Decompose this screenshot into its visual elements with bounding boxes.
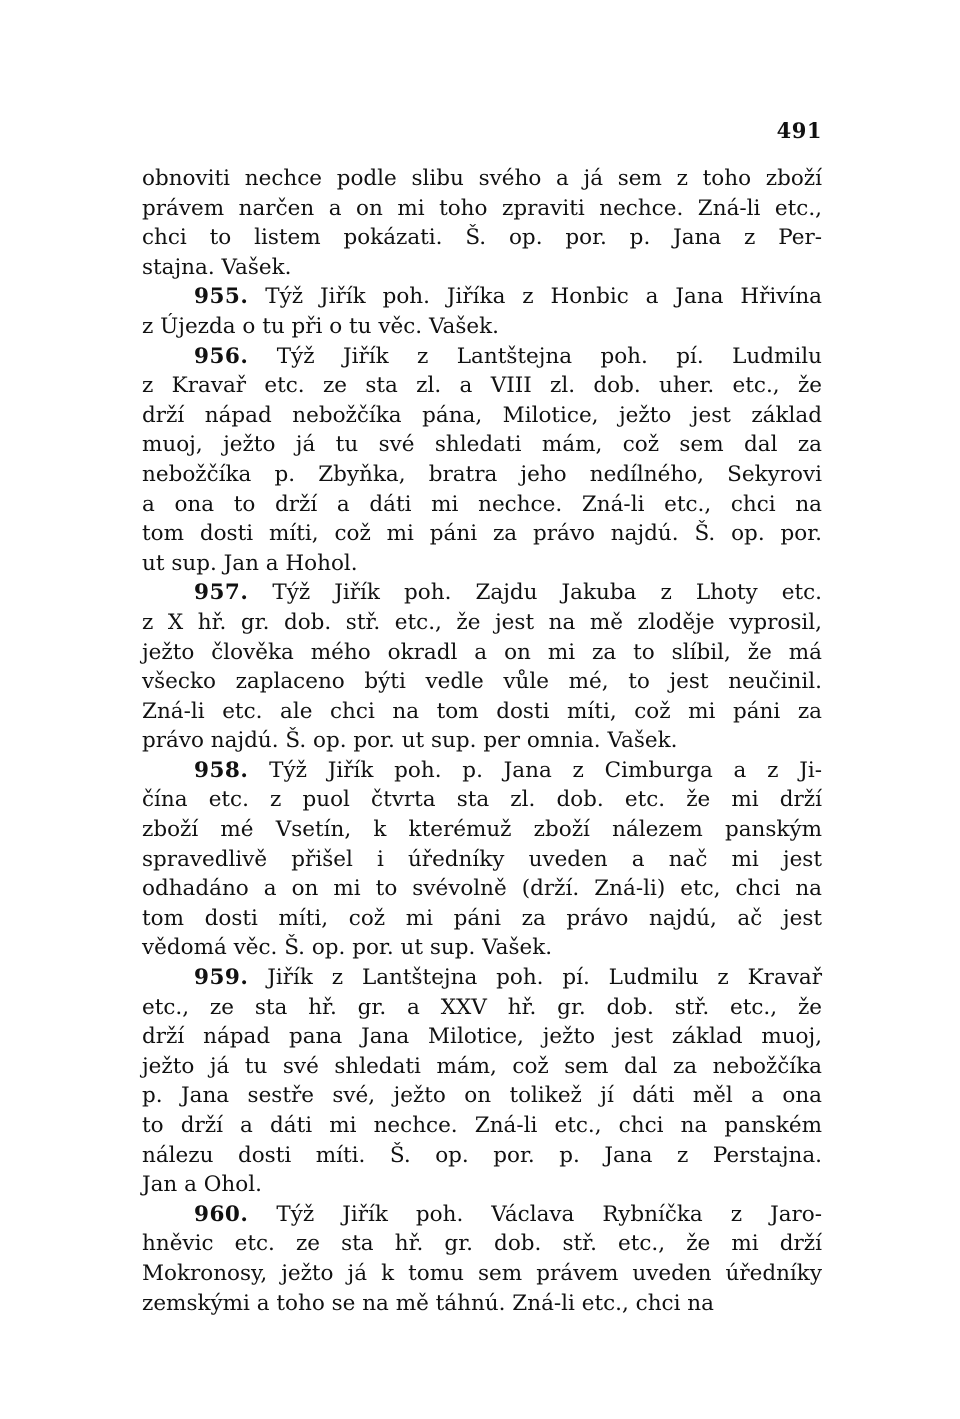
numbered-entry (142, 963, 822, 1200)
text-line: Zná-li etc. ale chci na tom dosti míti, což mi páni za (142, 698, 822, 724)
text-line: všecko zaplaceno býti vedle vůle mé, to jest neučinil. (142, 669, 822, 695)
text-line: tom dosti míti, což mi páni za právo najdú, ač jest (142, 905, 822, 931)
entry-number: 958. (194, 757, 249, 783)
continuation-paragraph (142, 164, 822, 282)
text-line: čína etc. z puol čtvrta sta zl. dob. etc. že mi drží (142, 787, 822, 813)
text-line: nebožčíka p. Zbyňka, bratra jeho nedílného, Sekyrovi (142, 461, 822, 487)
text-line (142, 282, 822, 312)
text-line: zemskými a toho se na mě táhnú. Zná-li etc., chci na (142, 1290, 714, 1316)
entry-number: 957. (194, 580, 249, 606)
text-line: hněvic etc. ze sta hř. gr. dob. stř. etc., že mi drží (142, 1231, 822, 1257)
entry-text: Týž Jiřík poh. p. Jana z Cimburga a z Ji- (248, 757, 822, 783)
text-line: spravedlivě přišel i úředníky uveden a nač mi jest (142, 846, 822, 872)
text-line: Jan a Ohol. (142, 1172, 262, 1198)
text-line: odhadáno a on mi to svévolně (drží. Zná-li) etc, chci na (142, 876, 822, 902)
numbered-entry (142, 1200, 822, 1318)
text-line: chci to listem pokázati. Š. op. por. p. Jana z Per- (142, 225, 822, 251)
entry-text: Týž Jiřík z Lantštejna poh. pí. Ludmilu (248, 343, 822, 369)
text-line: stajna. Vašek. (142, 254, 292, 280)
text-line: to drží a dáti mi nechce. Zná-li etc., chci na panském (142, 1113, 822, 1138)
text-line: právem narčen a on mi toho zpraviti nechce. Zná-li etc., (142, 195, 822, 221)
entry-text: Týž Jiřík poh. Jiříka z Honbic a Jana Hřivína (248, 284, 822, 310)
text-line: ježto já tu své shledati mám, což sem dal za nebožčíka (142, 1053, 822, 1079)
text-line: z Újezda o tu při o tu věc. Vašek. (142, 313, 499, 339)
text-line: zboží mé Vsetín, k kterémuž zboží nálezem panským (142, 817, 822, 843)
body-text (142, 164, 822, 1318)
text-line: a ona to drží a dáti mi nechce. Zná-li etc., chci na (142, 491, 822, 517)
text-line: etc., ze sta hř. gr. a XXV hř. gr. dob. stř. etc., že (142, 994, 822, 1020)
text-line: ut sup. Jan a Hohol. (142, 550, 358, 576)
text-line (142, 963, 822, 993)
page-number: 491 (776, 118, 822, 143)
text-line (142, 578, 822, 608)
text-line: právo najdú. Š. op. por. ut sup. per omnia. Vašek. (142, 728, 678, 754)
numbered-entry (142, 756, 822, 963)
numbered-entry (142, 342, 822, 579)
text-line: z X hř. gr. dob. stř. etc., že jest na mě zloděje vyprosil, (142, 609, 822, 635)
text-line (142, 342, 822, 372)
text-line (142, 756, 822, 786)
entry-text: Týž Jiřík poh. Zajdu Jakuba z Lhoty etc. (248, 580, 822, 606)
numbered-entry (142, 282, 822, 341)
entry-number: 960. (194, 1201, 249, 1227)
text-line: vědomá věc. Š. op. por. ut sup. Vašek. (142, 935, 553, 961)
text-line: Mokronosy, ježto já k tomu sem právem uveden úředníky (142, 1260, 822, 1286)
text-line: muoj, ježto já tu své shledati mám, což sem dal za (142, 432, 822, 458)
entry-number: 959. (194, 965, 249, 991)
entry-text: Jiřík z Lantštejna poh. pí. Ludmilu z Kravař (248, 965, 822, 991)
text-line: p. Jana sestře své, ježto on tolikež jí dáti měl a ona (142, 1083, 822, 1109)
text-line: obnoviti nechce podle slibu svého a já sem z toho zboží (142, 166, 822, 191)
text-line: nálezu dosti míti. Š. op. por. p. Jana z Perstajna. (142, 1142, 822, 1168)
text-line: ježto člověka mého okradl a on mi za to slíbil, že má (142, 639, 822, 665)
text-line: drží nápad pana Jana Milotice, ježto jest základ muoj, (142, 1024, 822, 1050)
text-line (142, 1200, 822, 1230)
text-line: tom dosti míti, což mi páni za právo najdú. Š. op. por. (142, 521, 822, 547)
entry-number: 956. (194, 343, 249, 369)
entry-text: Týž Jiřík poh. Václava Rybníčka z Jaro- (248, 1201, 822, 1227)
entry-number: 955. (194, 284, 249, 310)
numbered-entry (142, 578, 822, 756)
text-line: drží nápad nebožčíka pána, Milotice, ježto jest základ (142, 402, 822, 428)
text-line: z Kravař etc. ze sta zl. a VIII zl. dob. uher. etc., že (142, 373, 822, 399)
